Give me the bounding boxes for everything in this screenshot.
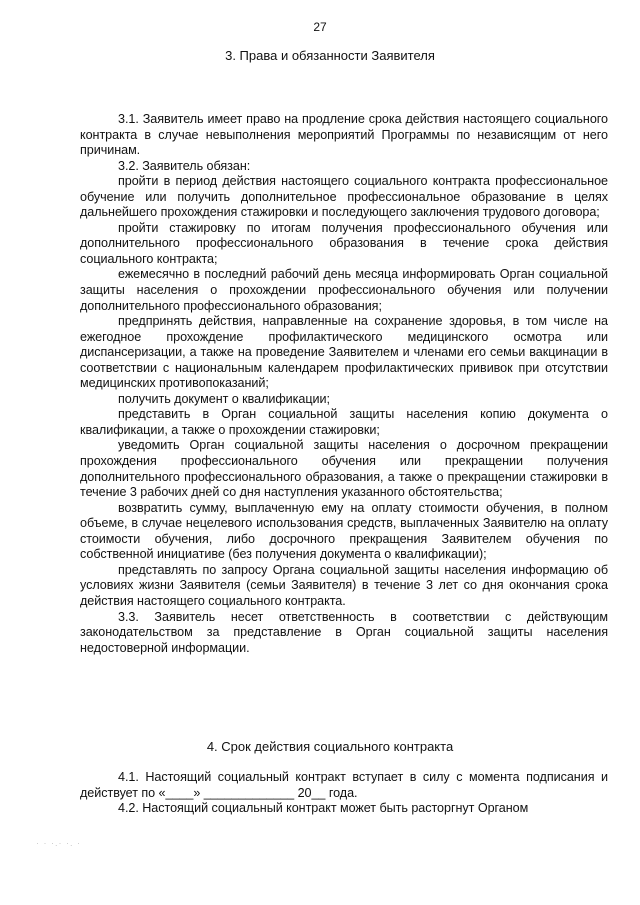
paragraph-4-2: 4.2. Настоящий социальный контракт может быть расторгнут Органом <box>118 801 529 816</box>
paragraph-3-1: 3.1. Заявитель имеет право на продление срока действия настоящего социального контракта в случае невыполнения мероприятий Программы по независящим от него причинам. <box>80 112 608 158</box>
obligation-item: ежемесячно в последний рабочий день месяца информировать Орган социальной защиты населения о прохождении профессионального обучения или получении дополнительного профессионального образования; <box>80 267 608 313</box>
obligation-item: предпринять действия, направленные на сохранение здоровья, в том числе на ежегодное прохождение профилактического медицинского осмотра или диспансеризации, а также на проведение Заявителем и членами его семьи вакцинации в соответствии с национальным календарем профилактических прививок при отсутствии медицинских противопоказаний; <box>80 314 608 391</box>
paragraph-3-3: 3.3. Заявитель несет ответственность в соответствии с действующим законодательством за представление в Орган социальной защиты населения недостоверной информации. <box>80 609 608 655</box>
obligation-item: пройти в период действия настоящего социального контракта профессиональное обучение или получить дополнительное профессиональное образование в целях дальнейшего прохождения стажировки и последующего заключения трудового договора; <box>80 174 608 220</box>
section-3-heading: 3. Права и обязанности Заявителя <box>225 48 435 63</box>
section-3-body <box>80 112 608 656</box>
page-number: 27 <box>313 20 327 34</box>
section-4-body <box>80 770 608 817</box>
obligation-item: представить в Орган социальной защиты населения копию документа о квалификации, а также о прохождении стажировки; <box>80 407 608 437</box>
obligation-item: возвратить сумму, выплаченную ему на оплату стоимости обучения, в полном объеме, в случае нецелевого использования средств, выплаченных Заявителю на оплату стоимости обучения, либо досрочного прекращения Заявителем обучения по собственной инициативе (без получения документа о квалификации); <box>80 500 608 562</box>
obligation-item: пройти стажировку по итогам получения профессионального обучения или дополнительного профессионального образования в течение срока действия социального контракта; <box>80 220 608 266</box>
obligation-item: представлять по запросу Органа социальной защиты населения информацию об условиях жизни Заявителя (семьи Заявителя) в течение 3 лет со дня окончания срока действия настоящего социального контракта. <box>80 562 608 608</box>
paragraph-3-2: 3.2. Заявитель обязан: <box>118 158 251 173</box>
section-4-heading: 4. Срок действия социального контракта <box>206 739 454 754</box>
paragraph-4-1: 4.1. Настоящий социальный контракт вступает в силу с момента подписания и действует по «____» _____________ 20__ года. <box>80 770 608 800</box>
obligation-item: получить документ о квалификации; <box>118 391 330 406</box>
scan-artifact: · · ·.· ·. · <box>36 838 81 848</box>
obligation-item: уведомить Орган социальной защиты населения о досрочном прекращении прохождения профессионального обучения или прекращении получения дополнительного профессионального образования, а также о прекращении стажировки в течение 3 рабочих дней со дня наступления указанного обстоятельства; <box>80 438 608 500</box>
